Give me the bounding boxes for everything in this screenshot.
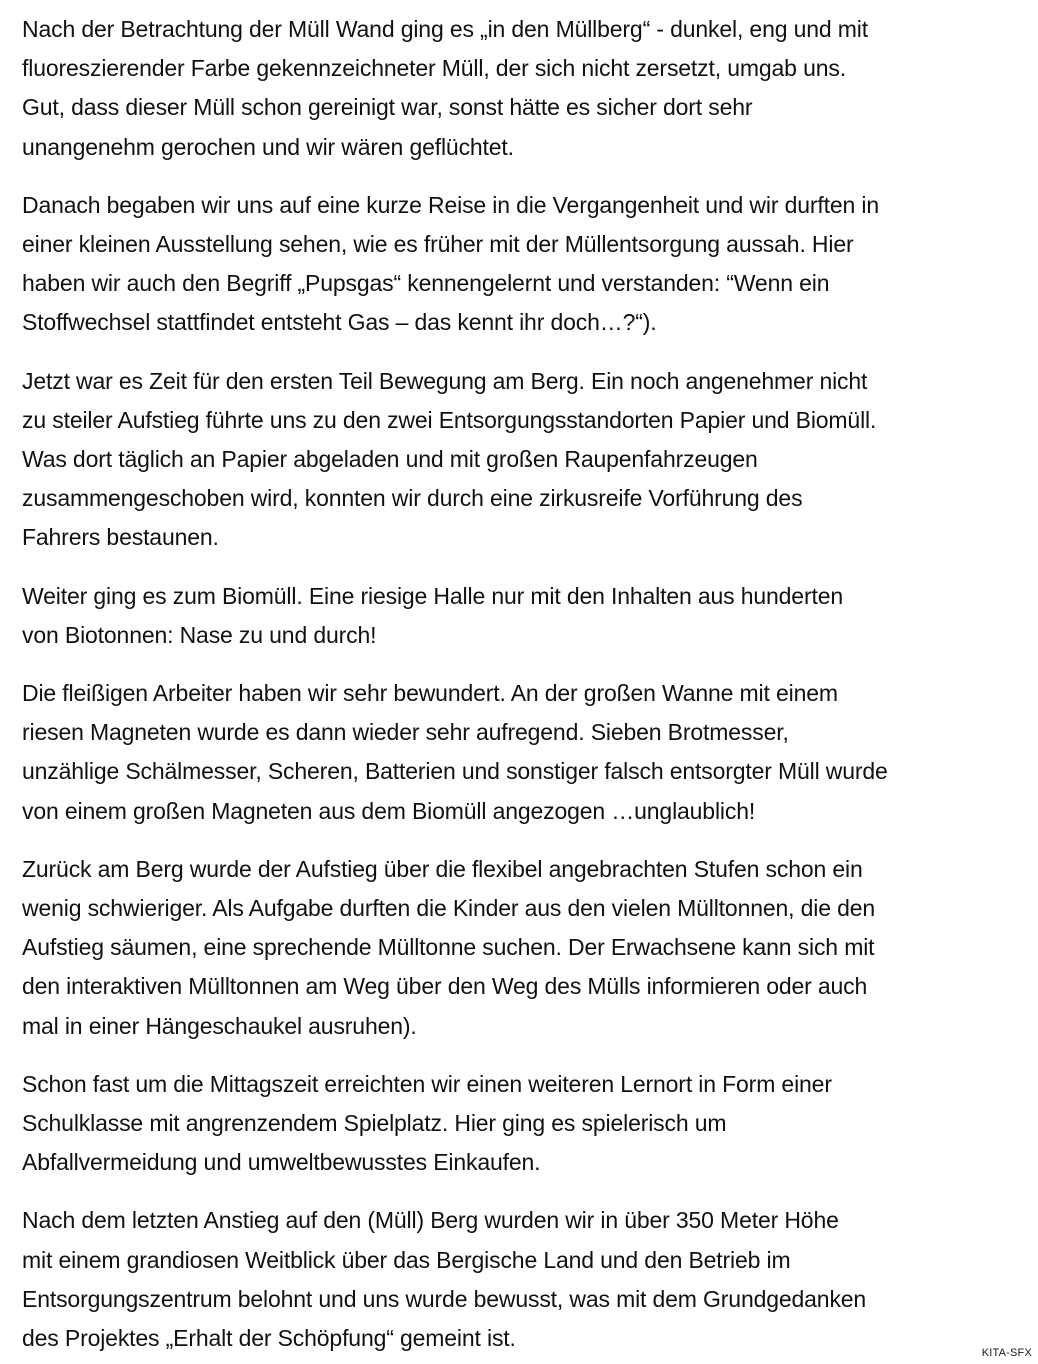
paragraph-lernort [22, 1065, 1022, 1183]
text-line: von Biotonnen: Nase zu und durch! [22, 621, 377, 648]
text-line: riesen Magneten wurde es dann wieder sehr aufregend. Sieben Brotmesser, [22, 719, 789, 746]
text-line: Aufstieg säumen, eine sprechende Mülltonne suchen. Der Erwachsene kann sich mit [22, 934, 875, 961]
paragraph-muelltonnen [22, 850, 1022, 1046]
text-line: zusammengeschoben wird, konnten wir durch eine zirkusreife Vorführung des [22, 485, 803, 512]
text-line: einer kleinen Ausstellung sehen, wie es früher mit der Müllentsorgung aussah. Hier [22, 231, 854, 258]
paragraph-magnet [22, 674, 1022, 831]
text-line: von einem großen Magneten aus dem Biomüll angezogen …unglaublich! [22, 797, 756, 824]
text-line: Nach dem letzten Anstieg auf den (Müll) Berg wurden wir in über 350 Meter Höhe [22, 1207, 839, 1234]
text-line: Was dort täglich an Papier abgeladen und mit großen Raupenfahrzeugen [22, 446, 758, 473]
text-line: mit einem grandiosen Weitblick über das Bergische Land und den Betrieb im [22, 1246, 791, 1273]
article-body [22, 10, 1022, 1358]
paragraph-muellberg [22, 10, 1022, 167]
text-line: Jetzt war es Zeit für den ersten Teil Bewegung am Berg. Ein noch angenehmer nicht [22, 367, 868, 394]
text-line: Fahrers bestaunen. [22, 524, 219, 551]
text-line: Die fleißigen Arbeiter haben wir sehr bewundert. An der großen Wanne mit einem [22, 680, 838, 707]
text-line: Entsorgungszentrum belohnt und uns wurde bewusst, was mit dem Grundgedanken [22, 1285, 867, 1312]
text-line: unangenehm gerochen und wir wären geflüchtet. [22, 133, 514, 160]
text-line: Schon fast um die Mittagszeit erreichten wir einen weiteren Lernort in Form einer [22, 1070, 832, 1097]
text-line: Zurück am Berg wurde der Aufstieg über die flexibel angebrachten Stufen schon ein [22, 855, 863, 882]
text-line: Schulklasse mit angrenzendem Spielplatz. Hier ging es spielerisch um [22, 1110, 727, 1137]
text-line: mal in einer Hängeschaukel ausruhen). [22, 1012, 417, 1039]
text-line: Stoffwechsel stattfindet entsteht Gas – das kennt ihr doch…?“). [22, 309, 657, 336]
text-line: zu steiler Aufstieg führte uns zu den zwei Entsorgungsstandorten Papier und Biomüll. [22, 406, 877, 433]
paragraph-vergangenheit [22, 186, 1022, 343]
text-line: fluoreszierender Farbe gekennzeichneter Müll, der sich nicht zersetzt, umgab uns. [22, 55, 846, 82]
watermark: KITA-SFX [981, 1347, 1032, 1359]
text-line: haben wir auch den Begriff „Pupsgas“ kennengelernt und verstanden: “Wenn ein [22, 270, 830, 297]
paragraph-gipfel [22, 1201, 1022, 1358]
text-line: Danach begaben wir uns auf eine kurze Reise in die Vergangenheit und wir durften in [22, 191, 880, 218]
text-line: Nach der Betrachtung der Müll Wand ging es „in den Müllberg“ - dunkel, eng und mit [22, 16, 868, 42]
text-line: den interaktiven Mülltonnen am Weg über den Weg des Mülls informieren oder auch [22, 973, 868, 1000]
text-line: wenig schwieriger. Als Aufgabe durften die Kinder aus den vielen Mülltonnen, die den [22, 895, 876, 922]
text-line: unzählige Schälmesser, Scheren, Batterien und sonstiger falsch entsorgter Müll wurde [22, 758, 888, 785]
text-line: des Projektes „Erhalt der Schöpfung“ gemeint ist. [22, 1325, 516, 1352]
text-line: Gut, dass dieser Müll schon gereinigt war, sonst hätte es sicher dort sehr [22, 94, 753, 121]
text-line: Abfallvermeidung und umweltbewusstes Einkaufen. [22, 1149, 541, 1176]
paragraph-biomuell [22, 577, 1022, 655]
paragraph-aufstieg [22, 362, 1022, 558]
text-line: Weiter ging es zum Biomüll. Eine riesige Halle nur mit den Inhalten aus hunderten [22, 582, 843, 609]
